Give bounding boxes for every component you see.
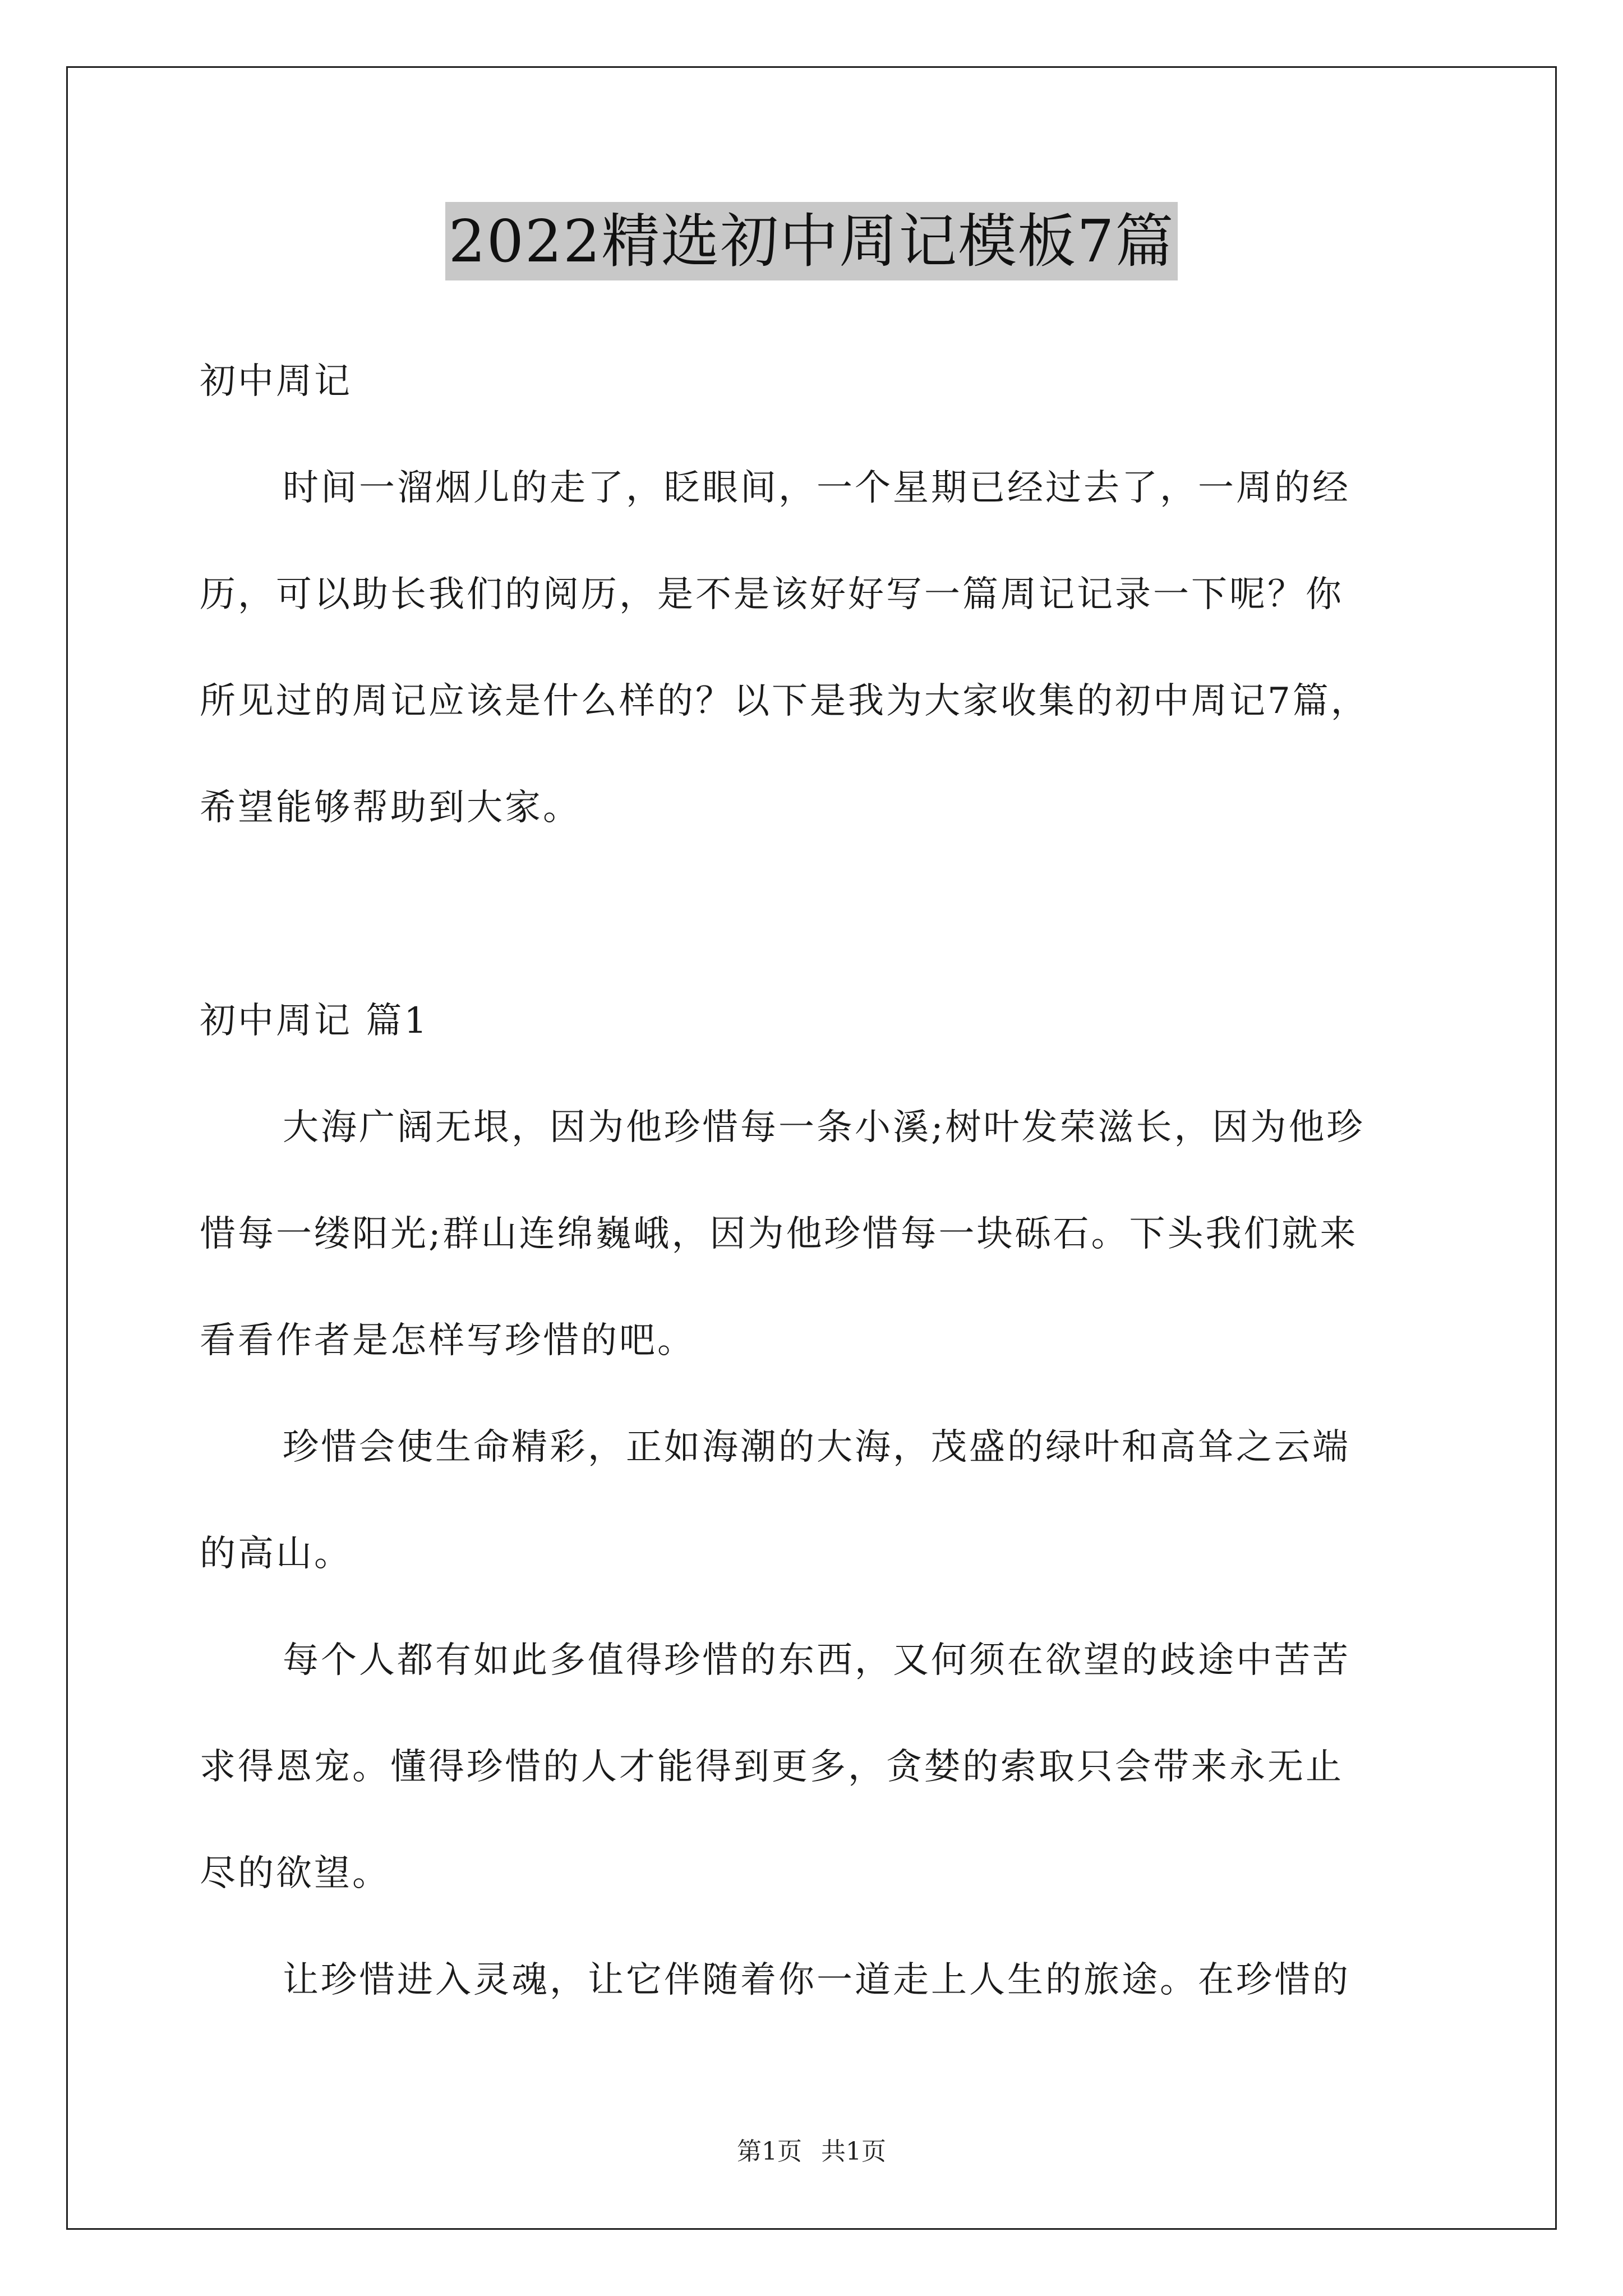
- title-container: [0, 202, 1623, 280]
- paragraph-line: 每个人都有如此多值得珍惜的东西，又何须在欲望的歧途中苦苦: [283, 1640, 1350, 1681]
- section-heading: 初中周记 篇1: [200, 1000, 430, 1042]
- paragraph-line: 所见过的周记应该是什么样的？以下是我为大家收集的初中周记7篇，: [200, 680, 1369, 722]
- document-title: 2022精选初中周记模板7篇: [445, 202, 1178, 280]
- paragraph-line: 珍惜会使生命精彩，正如海潮的大海，茂盛的绿叶和高耸之云端: [283, 1427, 1350, 1468]
- paragraph-line: 希望能够帮助到大家。: [200, 787, 581, 829]
- page-total: 共1页: [821, 2137, 886, 2166]
- paragraph-line: 让珍惜进入灵魂，让它伴随着你一道走上人生的旅途。在珍惜的: [283, 1959, 1350, 2001]
- page-footer: [0, 2136, 1623, 2168]
- paragraph-line: 求得恩宠。懂得珍惜的人才能得到更多，贪婪的索取只会带来永无止: [200, 1746, 1344, 1788]
- paragraph-line: 尽的欲望。: [200, 1853, 390, 1894]
- paragraph-line: 惜每一缕阳光;群山连绵巍峨，因为他珍惜每一块砾石。下头我们就来: [200, 1213, 1358, 1255]
- paragraph-line: 历，可以助长我们的阅历，是不是该好好写一篇周记记录一下呢？你: [200, 574, 1344, 615]
- paragraph-line: 大海广阔无垠，因为他珍惜每一条小溪;树叶发荣滋长，因为他珍: [283, 1107, 1365, 1148]
- paragraph-line: 看看作者是怎样写珍惜的吧。: [200, 1320, 695, 1361]
- page-number: 第1页: [737, 2137, 802, 2166]
- paragraph-line: 时间一溜烟儿的走了，眨眼间，一个星期已经过去了，一周的经: [283, 467, 1350, 509]
- section-heading: 初中周记: [200, 361, 352, 402]
- paragraph-line: 的高山。: [200, 1533, 352, 1575]
